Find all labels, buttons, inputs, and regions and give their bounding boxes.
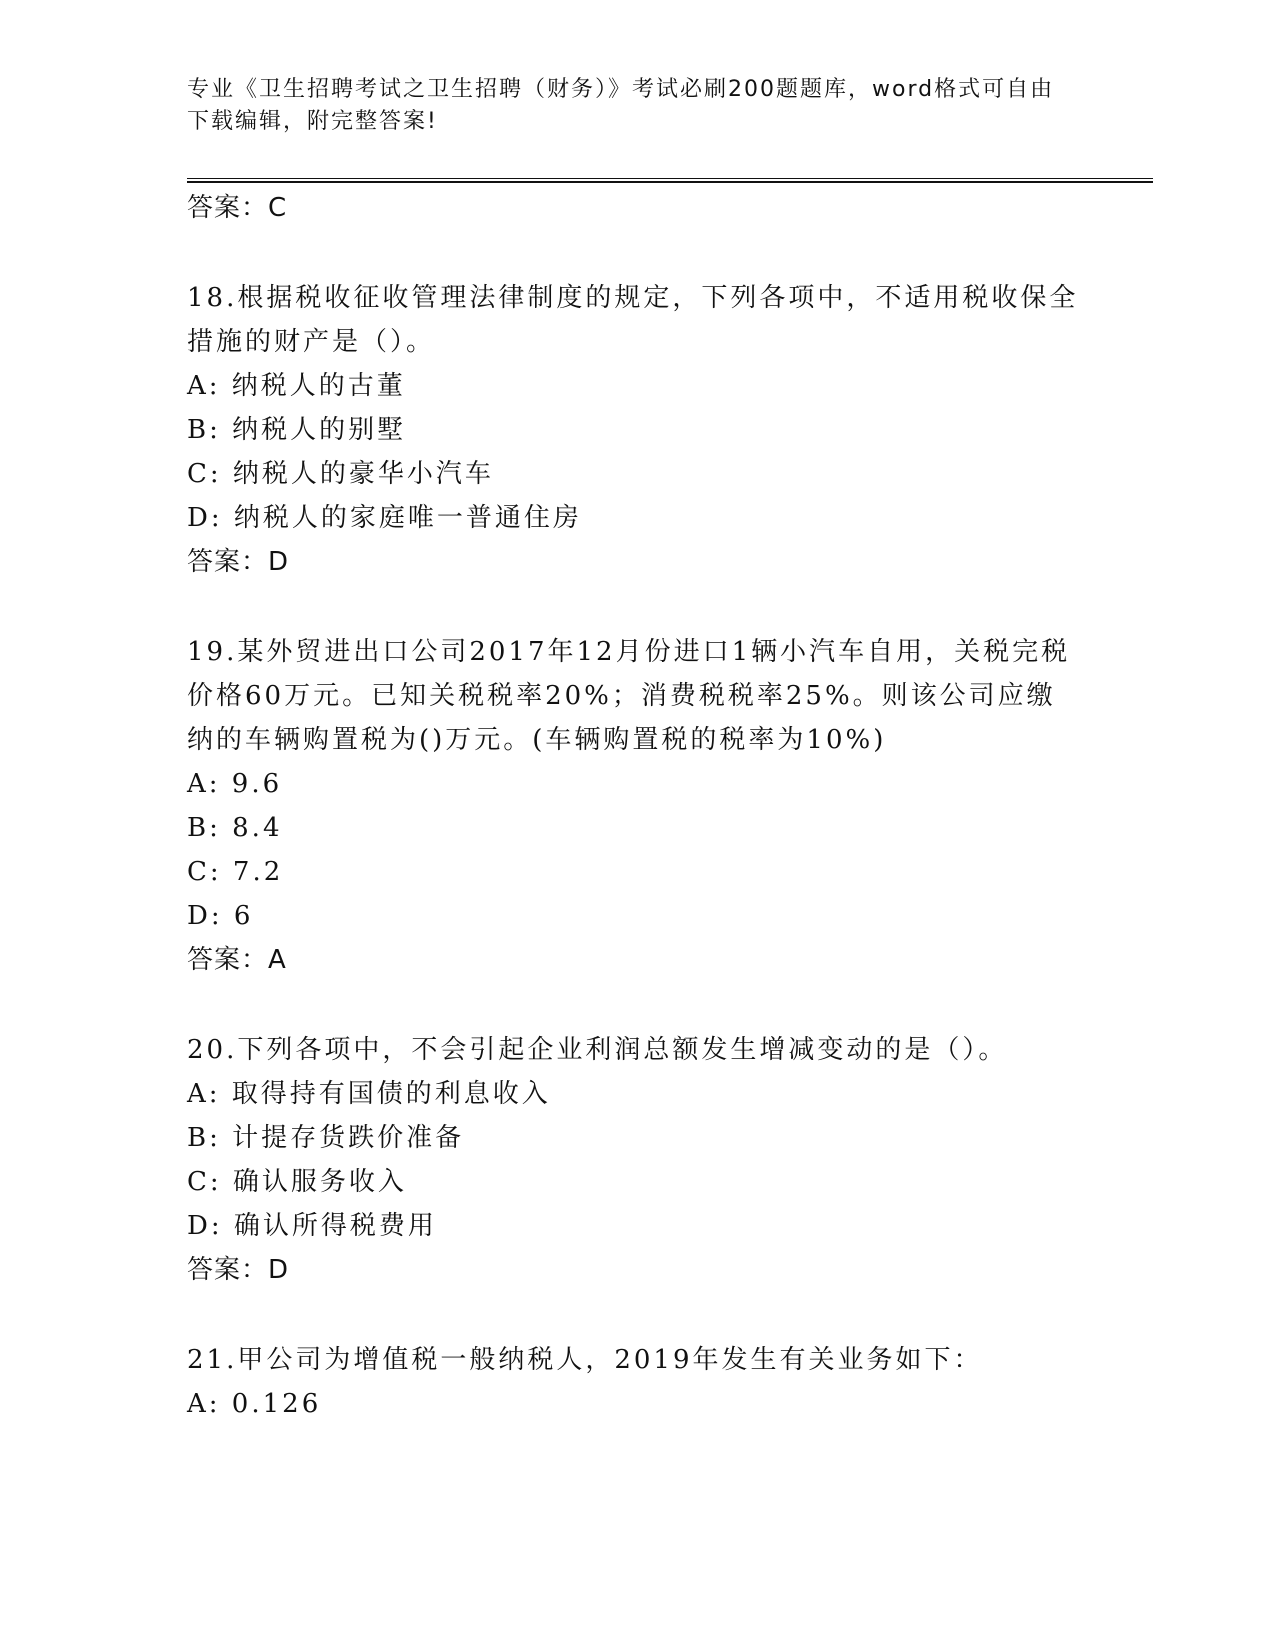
question-18-option-a: A: 纳税人的古董 xyxy=(187,371,406,401)
header-rule-thin xyxy=(187,178,1153,179)
question-19-answer: 答案：A xyxy=(187,945,287,975)
question-20-option-b: B: 计提存货跌价准备 xyxy=(187,1123,465,1153)
question-21-text-line-1: 21.甲公司为增值税一般纳税人，2019年发生有关业务如下： xyxy=(187,1345,983,1375)
question-18-answer: 答案：D xyxy=(187,547,290,577)
question-19-option-a: A: 9.6 xyxy=(187,769,283,799)
question-19-text-line-1: 19.某外贸进出口公司2017年12月份进口1辆小汽车自用，关税完税 xyxy=(187,637,1071,667)
question-19-text-line-3: 纳的车辆购置税为()万元。(车辆购置税的税率为10%) xyxy=(187,725,887,755)
question-19-option-b: B: 8.4 xyxy=(187,813,283,843)
question-20-text-line-1: 20.下列各项中，不会引起企业利润总额发生增减变动的是（）。 xyxy=(187,1035,1008,1065)
question-18-text-line-1: 18.根据税收征收管理法律制度的规定，下列各项中，不适用税收保全 xyxy=(187,283,1079,313)
question-20-answer: 答案：D xyxy=(187,1255,290,1285)
question-21-option-a: A: 0.126 xyxy=(187,1389,322,1419)
answer-line: 答案：C xyxy=(187,193,288,223)
question-18-option-d: D: 纳税人的家庭唯一普通住房 xyxy=(187,503,582,533)
question-18-option-b: B: 纳税人的别墅 xyxy=(187,415,407,445)
header-rule-thick xyxy=(187,181,1153,183)
question-20-option-a: A: 取得持有国债的利息收入 xyxy=(187,1079,551,1109)
question-19-text-line-2: 价格60万元。已知关税税率20%；消费税税率25%。则该公司应缴 xyxy=(187,681,1056,711)
question-18-text-line-2: 措施的财产是（）。 xyxy=(187,327,436,357)
question-18-option-c: C: 纳税人的豪华小汽车 xyxy=(187,459,494,489)
question-20-option-c: C: 确认服务收入 xyxy=(187,1167,407,1197)
question-20-option-d: D: 确认所得税费用 xyxy=(187,1211,437,1241)
page-header: 专业《卫生招聘考试之卫生招聘（财务）》考试必刷200题题库，word格式可自由下载编辑，附完整答案! xyxy=(187,77,1055,134)
question-19-option-c: C: 7.2 xyxy=(187,857,284,887)
question-19-option-d: D: 6 xyxy=(187,901,254,931)
